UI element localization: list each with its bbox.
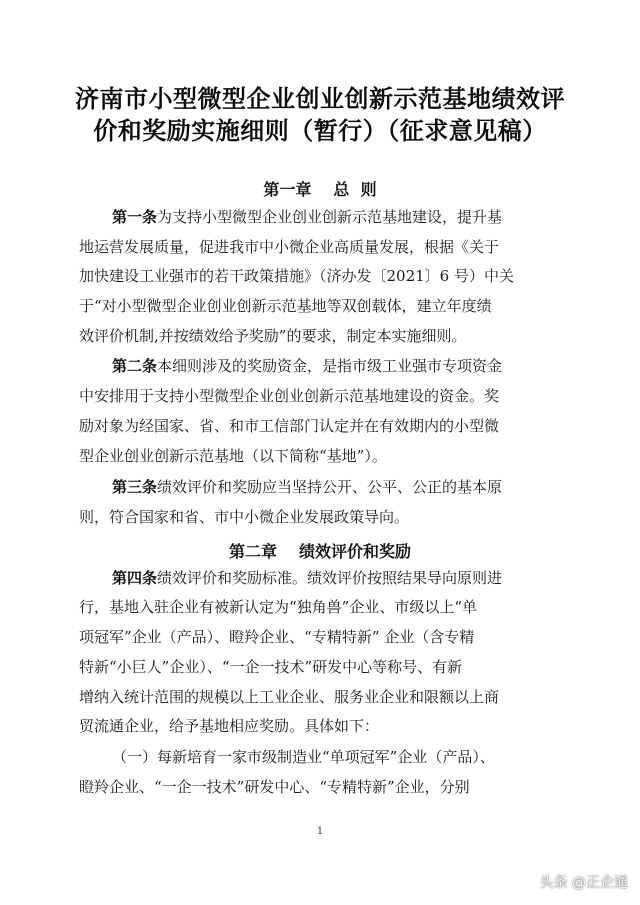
article-4-label: 第四条 xyxy=(112,569,158,587)
article-1-line-1 xyxy=(112,207,568,227)
article-3-label: 第三条 xyxy=(112,478,158,496)
article-4-text: 绩效评价和奖励标准。绩效评价按照结果导向原则进 xyxy=(157,569,503,587)
chapter-2-heading xyxy=(40,539,600,562)
article-3-line-2: 则，符合国家和省、市中小微企业发展政策导向。 xyxy=(79,508,410,526)
article-4-line-5: 增纳入统计范围的规模以上工业企业、服务业企业和限额以上商 xyxy=(79,688,500,706)
item-1-line-2: 瞪羚企业、“一企一技术”研发中心、“专精特新”企业，分别 xyxy=(79,778,470,796)
document-title-line-2: 价和奖励实施细则（暂行）（征求意见稿） xyxy=(93,116,547,145)
article-4-line-2: 行，基地入驻企业有被新认定为“独角兽”企业、市级以上“单 xyxy=(79,598,478,616)
article-2-line-4: 型企业创业创新示范基地（以下简称“基地”）。 xyxy=(79,447,387,465)
article-1-line-3: 加快建设工业强市的若干政策措施》（济办发〔2021〕6 号）中关 xyxy=(79,267,514,285)
article-1-text: 为支持小型微型企业创业创新示范基地建设，提升基 xyxy=(157,208,503,226)
chapter-1-heading xyxy=(40,177,600,200)
article-4-line-3: 项冠军”企业（产品）、瞪羚企业、“专精特新” 企业（含专精 xyxy=(79,628,475,646)
article-2-text: 本细则涉及的奖励资金，是指市级工业强市专项资金 xyxy=(157,357,503,375)
chapter-1-name: 总 则 xyxy=(333,180,377,199)
article-4-line-1 xyxy=(112,568,568,588)
article-1-label: 第一条 xyxy=(112,208,158,226)
chapter-2-name: 绩效评价和奖励 xyxy=(299,542,412,561)
article-4-line-4: 特新“小巨人”企业）、“一企一技术”研发中心等称号、有新 xyxy=(79,658,463,676)
article-1-line-5: 效评价机制,并按绩效给予奖励”的要求，制定本实施细则。 xyxy=(79,327,467,345)
article-1-line-2: 地运营发展质量，促进我市中小微企业高质量发展，根据《关于 xyxy=(79,238,500,256)
article-1-line-4: 于“对小型微型企业创业创新示范基地等双创载体，建立年度绩 xyxy=(79,297,492,315)
document-title-line-1: 济南市小型微型企业创业创新示范基地绩效评 xyxy=(75,84,565,113)
source-watermark: 头条 @正企通 xyxy=(539,875,628,891)
article-3-text: 绩效评价和奖励应当坚持公开、公平、公正的基本原 xyxy=(157,478,503,496)
item-1-line-1: （一）每新培育一家市级制造业“单项冠军”企业（产品）、 xyxy=(112,748,495,766)
chapter-2-number: 第二章 xyxy=(228,542,277,561)
article-2-label: 第二条 xyxy=(112,357,158,375)
chapter-1-number: 第一章 xyxy=(263,180,312,199)
article-2-line-3: 励对象为经国家、省、和市工信部门认定并在有效期内的小型微 xyxy=(79,417,500,435)
article-2-line-2: 中安排用于支持小型微型企业创业创新示范基地建设的资金。奖 xyxy=(79,387,500,405)
article-4-line-6: 贸流通企业，给予基地相应奖励。具体如下： xyxy=(79,717,380,735)
article-3-line-1 xyxy=(112,477,568,497)
page-number: 1 xyxy=(316,826,324,837)
article-2-line-1 xyxy=(112,356,568,376)
